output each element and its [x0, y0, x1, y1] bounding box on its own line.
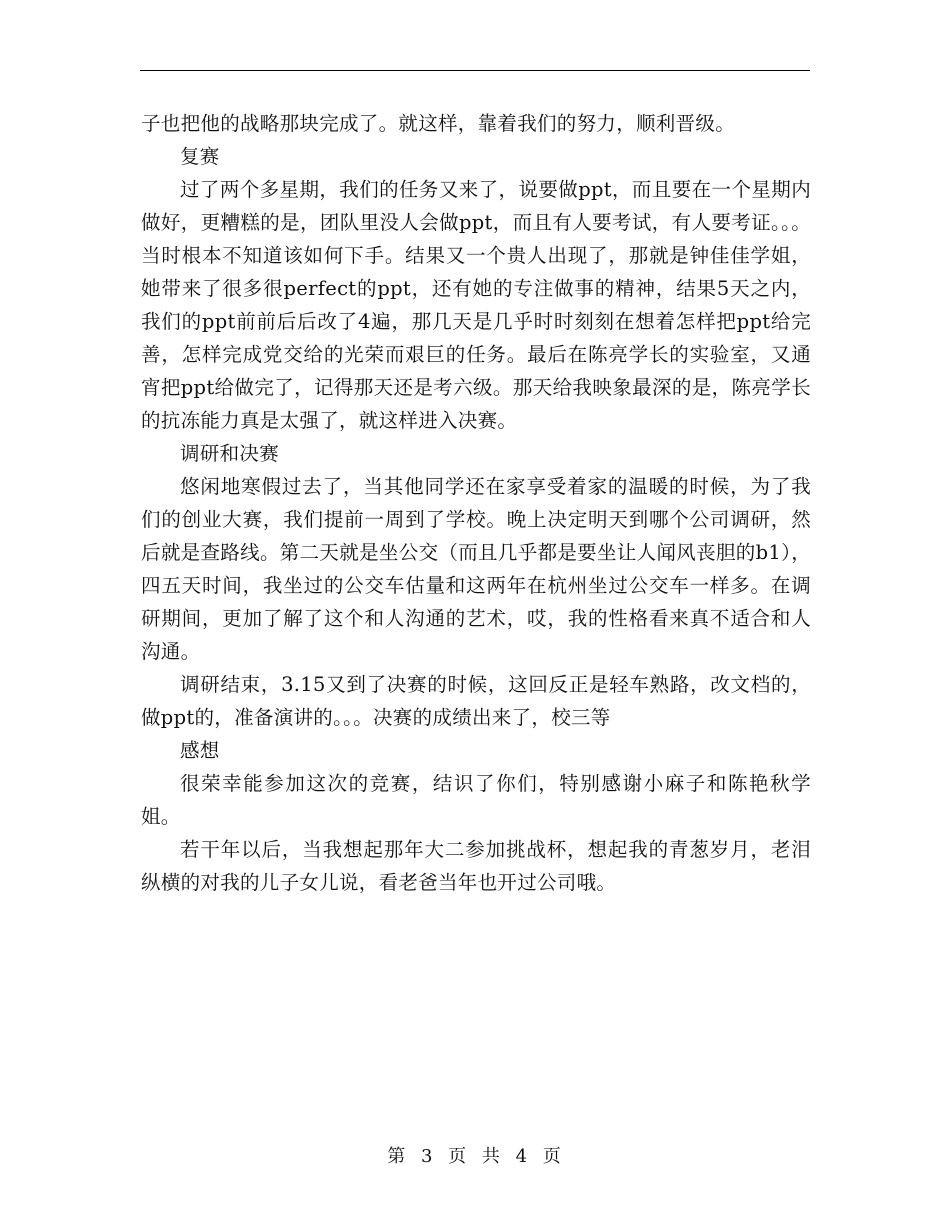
paragraph-diaoyan-body: 悠闲地寒假过去了，当其他同学还在家享受着家的温暖的时候，为了我们的创业大赛，我们提前一周到了学校。晚上决定明天到哪个公司调研，然后就是查路线。第二天就是坐公交（而且几乎都是要坐让人闻风丧胆的b1），四五天时间，我坐过的公交车估量和这两年在杭州坐过公交车一样多。在调研期间，更加了解了这个和人沟通的艺术，哎，我的性格看来真不适合和人沟通。: [141, 475, 811, 663]
header-rule: [140, 70, 810, 71]
paragraph-fusai-body: 过了两个多星期，我们的任务又来了，说要做ppt，而且要在一个星期内做好，更糟糕的是，团队里没人会做ppt，而且有人要考试，有人要考证。。。当时根本不知道该如何下手。结果又一个贵人出现了，那就是钟佳佳学姐，她带来了很多很perfect的ppt，还有她的专注做事的精神，结果5天之内，我们的ppt前前后后改了4遍，那几天是几乎时时刻刻在想着怎样把ppt给完善，怎样完成党交给的光荣而艰巨的任务。最后在陈亮学长的实验室，又通宵把ppt给做完了，记得那天还是考六级。那天给我映象最深的是，陈亮学长的抗冻能力真是太强了，就这样进入决赛。: [141, 178, 811, 432]
document-body: [141, 107, 811, 899]
paragraph-ganxiang-body-2: 若干年以后，当我想起那年大二参加挑战杯，想起我的青葱岁月，老泪纵横的对我的儿子女儿说，看老爸当年也开过公司哦。: [141, 838, 811, 894]
section-heading-diaoyan: 调研和决赛: [180, 442, 280, 465]
section-heading-ganxiang: 感想: [180, 739, 220, 762]
paragraph-continuation: 子也把他的战略那块完成了。就这样，靠着我们的努力，顺利晋级。: [141, 112, 736, 135]
section-heading-fusai: 复赛: [180, 145, 220, 168]
page-number-footer: 第 3 页 共 4 页: [387, 1146, 563, 1167]
paragraph-juesai-body: 调研结束，3.15又到了决赛的时候，这回反正是轻车熟路，改文档的，做ppt的，准备演讲的。。。决赛的成绩出来了，校三等: [141, 673, 811, 729]
paragraph-ganxiang-body-1: 很荣幸能参加这次的竞赛，结识了你们，特别感谢小麻子和陈艳秋学姐。: [141, 772, 811, 828]
